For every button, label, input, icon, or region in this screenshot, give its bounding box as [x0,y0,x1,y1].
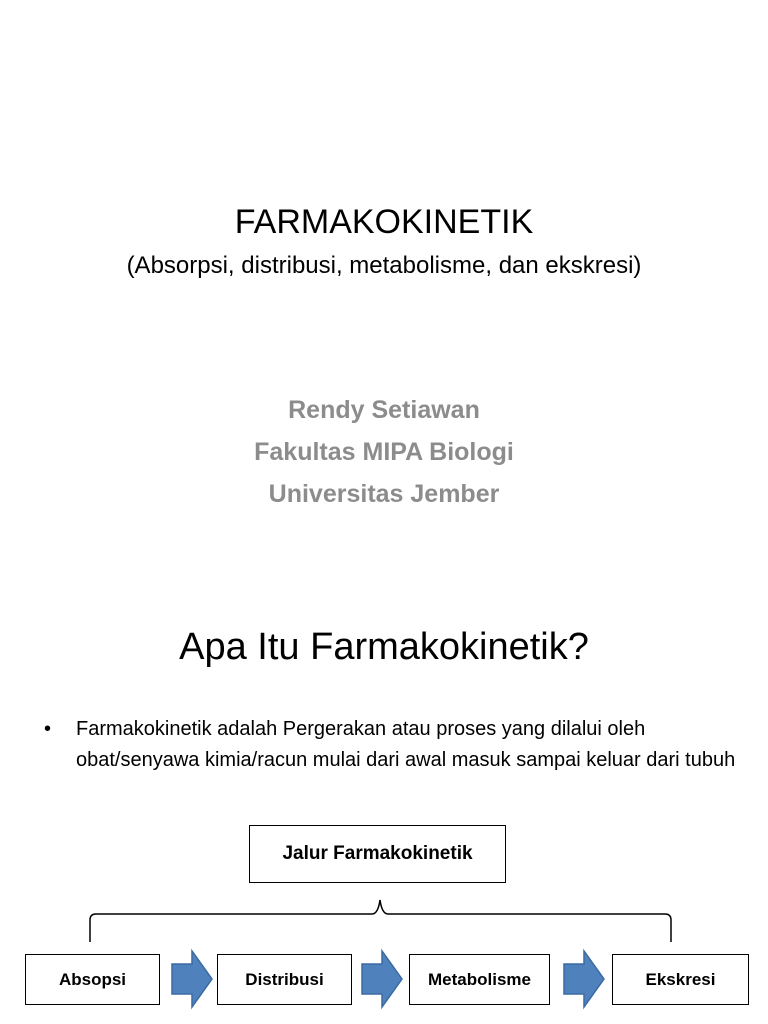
slide-title: Apa Itu Farmakokinetik? [179,626,589,668]
content-slide [0,580,768,1024]
bullet-text: Farmakokinetik adalah Pergerakan atau proses yang dilalui oleh obat/senyawa kimia/racun mulai dari awal masuk sampai keluar dari tubuh [76,718,736,771]
author-faculty: Fakultas MIPA Biologi [254,438,514,466]
step-distribution-box: Distribusi [217,954,352,1005]
step-excretion-box: Ekskresi [612,954,749,1005]
author-name: Rendy Setiawan [288,396,480,424]
diagram-root-box: Jalur Farmakokinetik [249,825,506,883]
arrow-shape [172,951,212,1007]
slide-subtitle: (Absorpsi, distribusi, metabolisme, dan ekskresi) [126,252,642,279]
slide-title: FARMAKOKINETIK [234,203,534,241]
arrow-shape [362,951,402,1007]
step-metabolism-box: Metabolisme [409,954,550,1005]
arrow-shape [564,951,604,1007]
bullet-icon: • [44,718,52,740]
author-university: Universitas Jember [268,480,500,508]
arrow-right-icon [171,950,213,1008]
arrow-right-icon [361,950,403,1008]
step-absorption-box: Absopsi [25,954,160,1005]
arrow-right-icon [563,950,605,1008]
